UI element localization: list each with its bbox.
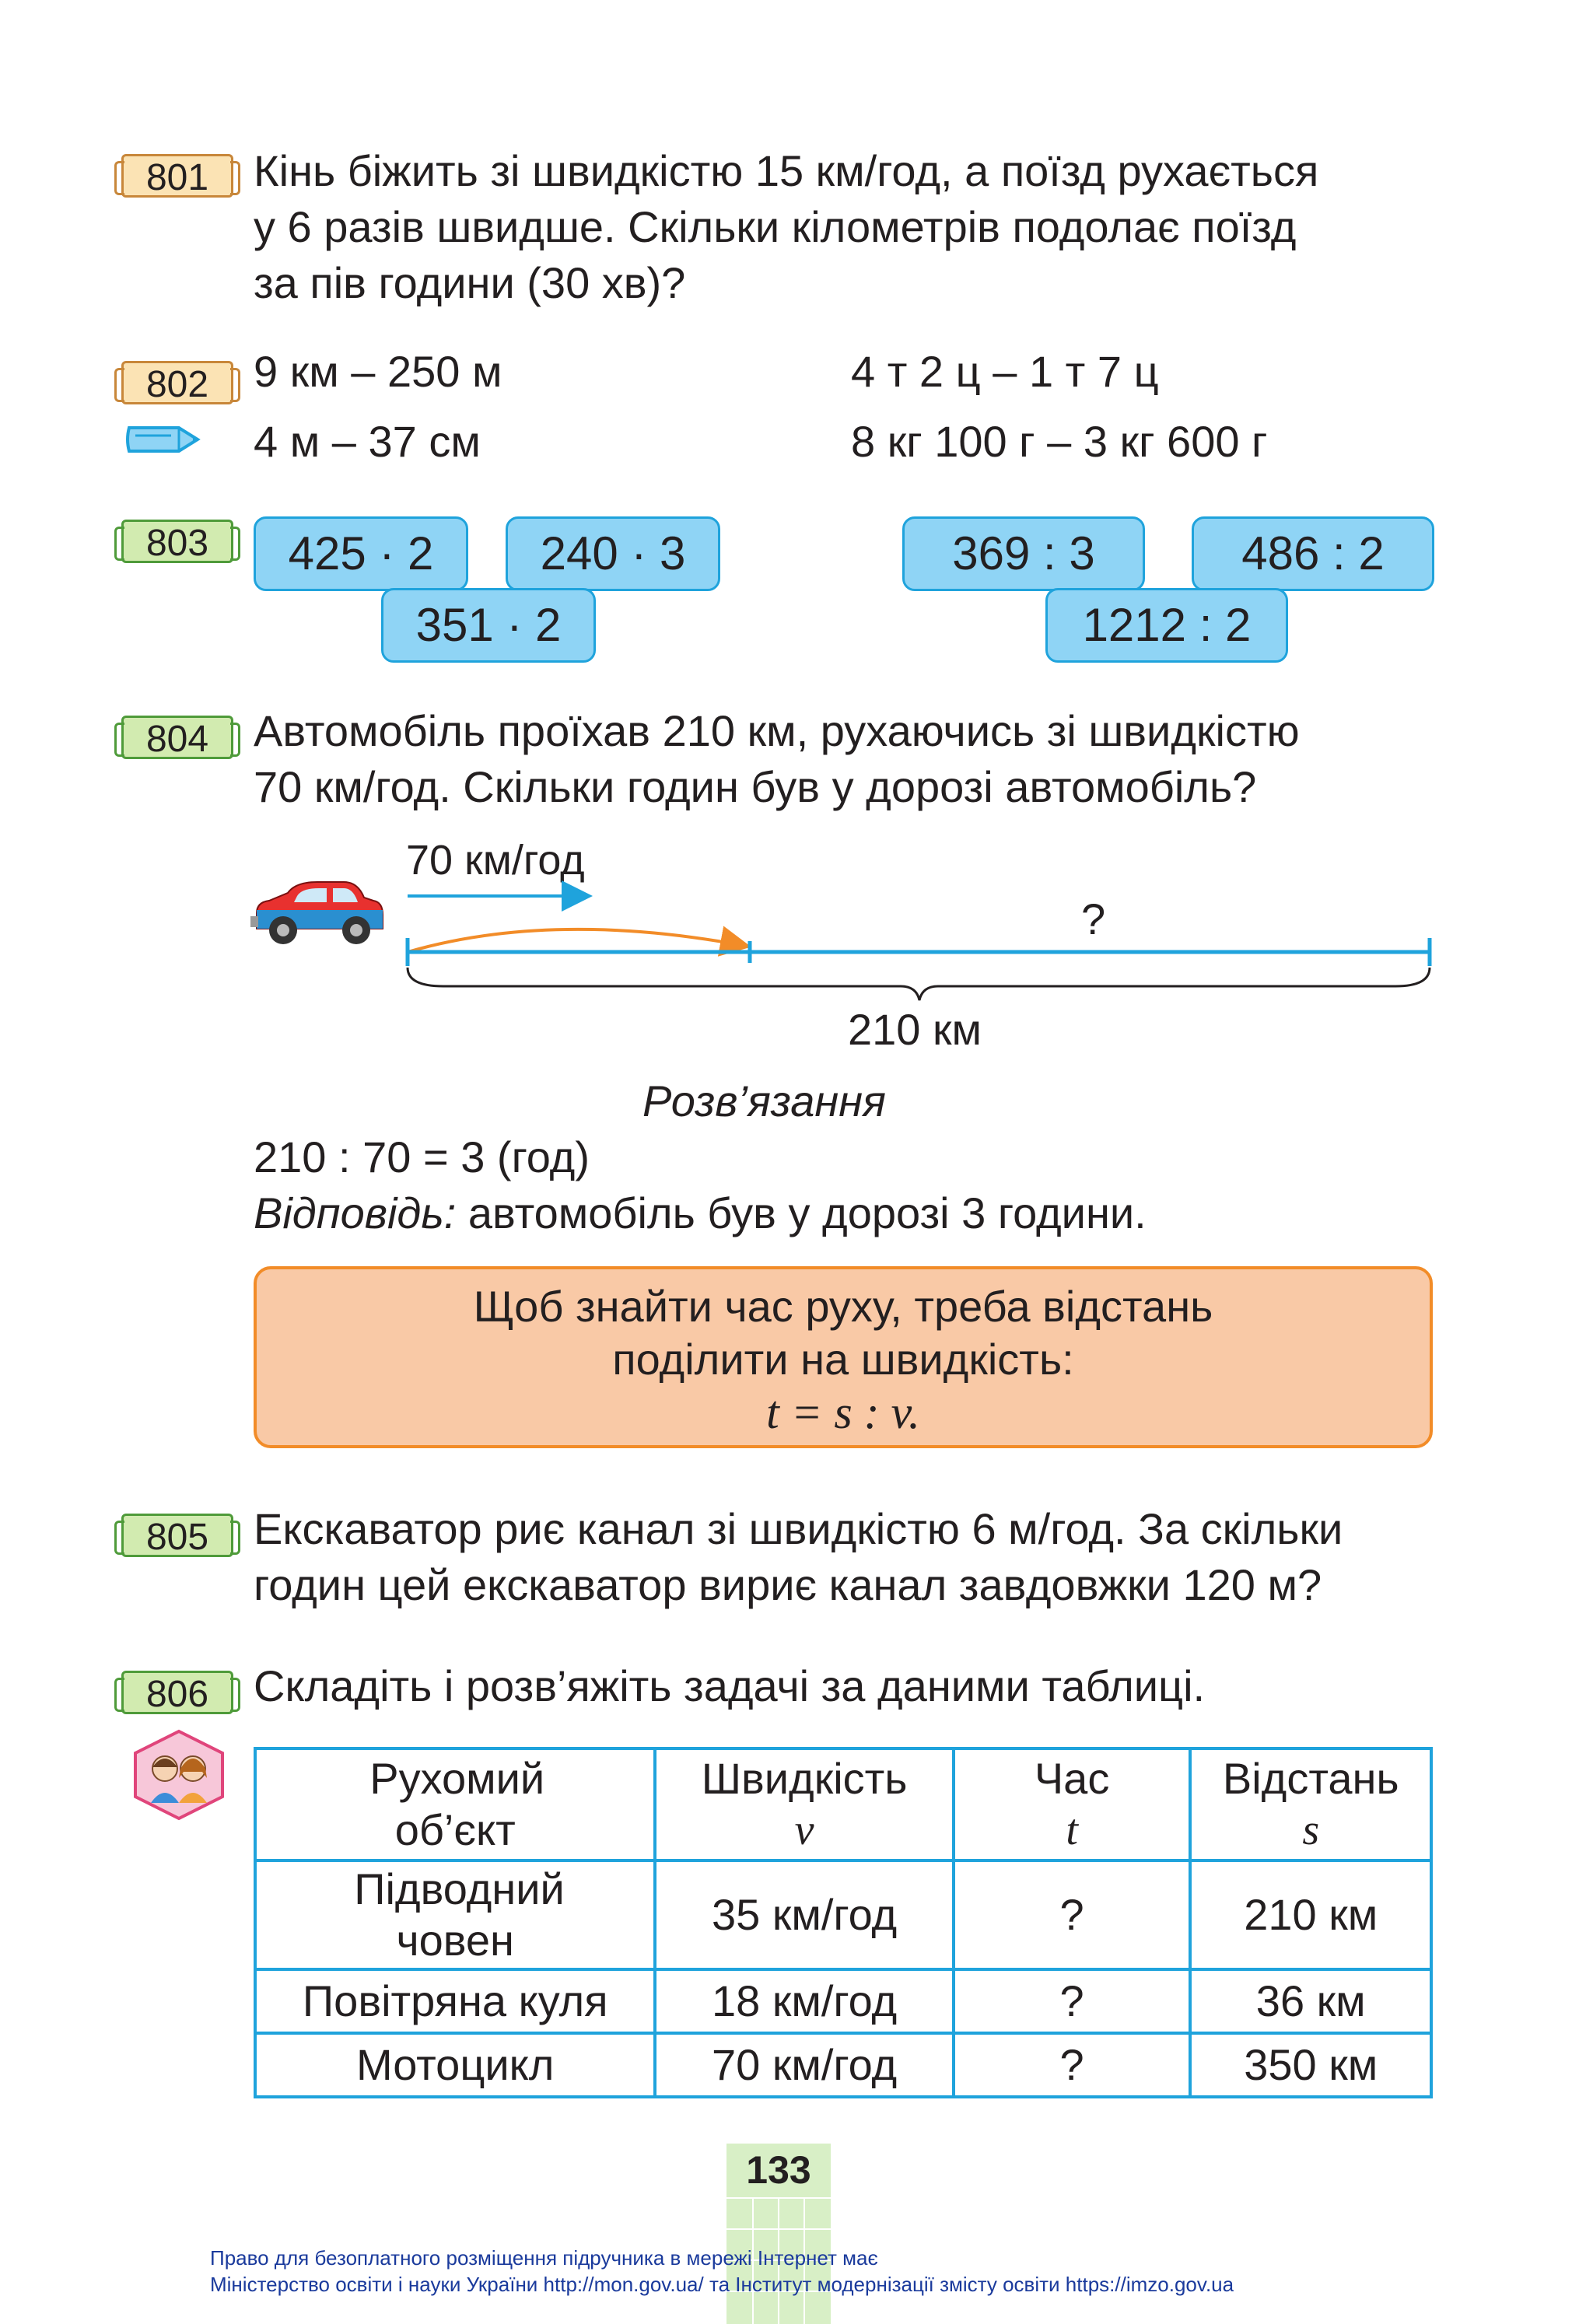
table-cell: Підводний човен [255, 1860, 655, 1969]
text-line: годин цей екскаватор вириє канал завдовжки 120 м? [254, 1560, 1322, 1609]
answer-text: автомобіль був у дорозі 3 години. [456, 1188, 1147, 1237]
distance-label: 210 км [848, 1005, 982, 1054]
table-header: Відстань s [1190, 1748, 1431, 1860]
table-cell: 350 км [1190, 2033, 1431, 2097]
expr-803-5: 486 : 2 [1192, 516, 1434, 591]
table-header: Рухомий об’єкт [255, 1748, 655, 1860]
table-cell: Мотоцикл [255, 2033, 655, 2097]
problem-805-text [254, 1501, 1343, 1613]
table-row [255, 1860, 1431, 1969]
rule-line-2: поділити на швидкість: [612, 1335, 1074, 1384]
text-line: Кінь біжить зі швидкістю 15 км/год, а поїзд рухається [254, 146, 1319, 195]
table-cell: 36 км [1190, 1969, 1431, 2033]
table-row [255, 2033, 1431, 2097]
text-line: 70 км/год. Скільки годин був у дорозі автомобіль? [254, 762, 1257, 811]
table-header-row [255, 1748, 1431, 1860]
answer [254, 1185, 1147, 1241]
problem-number-803: 803 [121, 520, 233, 563]
problem-806-text: Складіть і розв’яжіть задачі за даними таблиці. [254, 1661, 1206, 1710]
table-cell: ? [954, 1969, 1191, 2033]
motion-table [254, 1747, 1433, 2098]
rule-box [254, 1266, 1433, 1448]
expr-802-2: 4 м – 37 см [254, 417, 481, 466]
problem-number-806: 806 [121, 1671, 233, 1714]
rule-line-1: Щоб знайти час руху, треба відстань [473, 1282, 1213, 1331]
problem-801-text [254, 143, 1318, 311]
pencil-icon [124, 420, 202, 459]
speed-label: 70 км/год [406, 837, 585, 884]
problem-804-text [254, 703, 1300, 815]
table-cell: 210 км [1190, 1860, 1431, 1969]
table-header: Швидкість v [655, 1748, 953, 1860]
table-cell: 35 км/год [655, 1860, 953, 1969]
pair-work-icon [129, 1728, 229, 1822]
table-cell: ? [954, 1860, 1191, 1969]
expr-802-4: 8 кг 100 г – 3 кг 600 г [851, 417, 1268, 466]
text-line: у 6 разів швидше. Скільки кілометрів подолає поїзд [254, 202, 1297, 251]
text-line: Автомобіль проїхав 210 км, рухаючись зі швидкістю [254, 706, 1300, 755]
expr-803-3: 351 · 2 [381, 588, 596, 663]
expr-802-3: 4 т 2 ц – 1 т 7 ц [851, 347, 1159, 396]
table-row [255, 1969, 1431, 2033]
problem-number-805: 805 [121, 1514, 233, 1557]
solution-expression: 210 : 70 = 3 (год) [254, 1132, 590, 1181]
page-number: 133 [746, 2148, 811, 2192]
expr-802-1: 9 км – 250 м [254, 347, 502, 396]
text-line: Екскаватор риє канал зі швидкістю 6 м/год. За скільки [254, 1504, 1343, 1553]
footer-line-2: Міністерство освіти і науки України http://mon.gov.ua/ та Інститут модернізації змісту освіти https://imzo.gov.ua [210, 2273, 1234, 2296]
footer-line-1: Право для безоплатного розміщення підручника в мережі Інтернет має [210, 2246, 878, 2270]
unknown-label: ? [1081, 894, 1106, 943]
text-line: за пів години (30 хв)? [254, 258, 686, 307]
car-icon [249, 879, 389, 957]
table-cell: 18 км/год [655, 1969, 953, 2033]
expr-803-2: 240 · 3 [506, 516, 720, 591]
problem-number-802: 802 [121, 361, 233, 404]
expr-803-4: 369 : 3 [902, 516, 1145, 591]
table-cell: 70 км/год [655, 2033, 953, 2097]
expr-803-1: 425 · 2 [254, 516, 468, 591]
answer-label: Відповідь: [254, 1188, 457, 1237]
expr-803-6: 1212 : 2 [1045, 588, 1288, 663]
problem-number-804: 804 [121, 716, 233, 759]
table-cell: Повітряна куля [255, 1969, 655, 2033]
table-cell: ? [954, 2033, 1191, 2097]
table-header: Час t [954, 1748, 1191, 1860]
one-hour-arc [408, 929, 745, 952]
rule-formula: t = s : v. [766, 1387, 920, 1438]
solution-title: Розв’язання [642, 1076, 886, 1125]
problem-number-801: 801 [121, 154, 233, 198]
distance-brace [408, 968, 1430, 1000]
